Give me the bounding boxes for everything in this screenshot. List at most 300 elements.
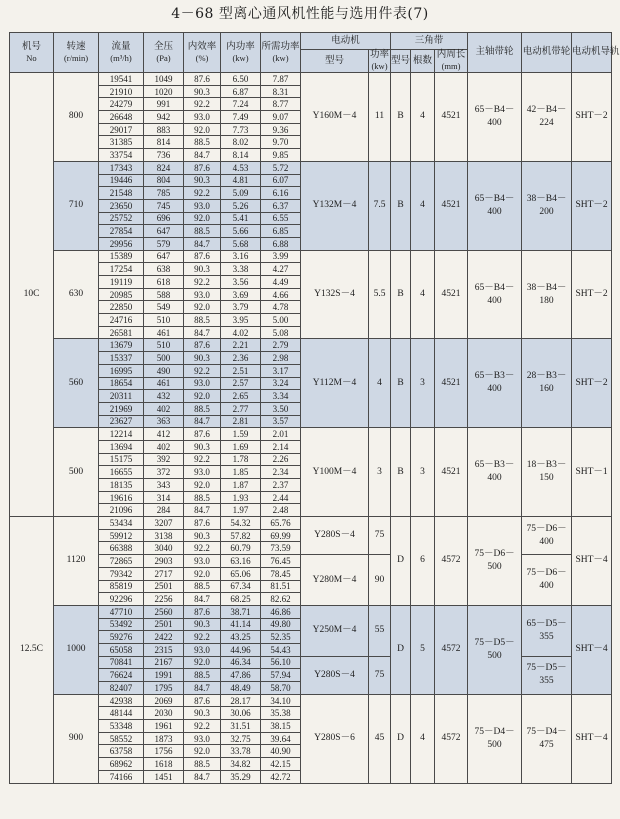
table-row bbox=[10, 555, 612, 568]
pressure-cell: 588 bbox=[144, 288, 184, 301]
efficiency-cell: 92.2 bbox=[184, 631, 221, 644]
flow-cell: 47710 bbox=[99, 605, 144, 618]
machine-no-cell: 10C bbox=[10, 73, 54, 517]
flow-cell: 29017 bbox=[99, 123, 144, 136]
inner-power-cell: 35.29 bbox=[221, 770, 261, 783]
required-power-cell: 6.16 bbox=[261, 187, 301, 200]
pressure-cell: 392 bbox=[144, 453, 184, 466]
header-required-power: 所需功率 (kw) bbox=[261, 33, 301, 73]
flow-cell: 53348 bbox=[99, 720, 144, 733]
pressure-cell: 2903 bbox=[144, 555, 184, 568]
machine-no-cell: 12.5C bbox=[10, 517, 54, 783]
inner-power-cell: 6.50 bbox=[221, 73, 261, 86]
flow-cell: 70841 bbox=[99, 656, 144, 669]
required-power-cell: 2.79 bbox=[261, 339, 301, 352]
pressure-cell: 824 bbox=[144, 161, 184, 174]
efficiency-cell: 92.0 bbox=[184, 479, 221, 492]
required-power-cell: 34.10 bbox=[261, 694, 301, 707]
efficiency-cell: 92.0 bbox=[184, 567, 221, 580]
efficiency-cell: 92.0 bbox=[184, 656, 221, 669]
required-power-cell: 5.08 bbox=[261, 326, 301, 339]
inner-power-cell: 3.95 bbox=[221, 314, 261, 327]
inner-power-cell: 8.14 bbox=[221, 149, 261, 162]
pressure-cell: 883 bbox=[144, 123, 184, 136]
inner-power-cell: 2.57 bbox=[221, 377, 261, 390]
inner-power-cell: 31.51 bbox=[221, 720, 261, 733]
efficiency-cell: 88.5 bbox=[184, 669, 221, 682]
pressure-cell: 3207 bbox=[144, 517, 184, 530]
flow-cell: 19616 bbox=[99, 491, 144, 504]
motor-rail-cell: SHT－2 bbox=[572, 73, 612, 162]
pressure-cell: 363 bbox=[144, 415, 184, 428]
efficiency-cell: 90.3 bbox=[184, 707, 221, 720]
belt-length-cell: 4521 bbox=[435, 161, 468, 250]
flow-cell: 19541 bbox=[99, 73, 144, 86]
pressure-cell: 618 bbox=[144, 276, 184, 289]
motor-pulley-cell: 38－B4－180 bbox=[522, 250, 572, 339]
required-power-cell: 82.62 bbox=[261, 593, 301, 606]
spindle-pulley-cell: 65－B4－400 bbox=[468, 73, 522, 162]
motor-power-cell: 11 bbox=[369, 73, 391, 162]
pressure-cell: 500 bbox=[144, 352, 184, 365]
pressure-cell: 402 bbox=[144, 440, 184, 453]
speed-cell: 500 bbox=[54, 428, 99, 517]
efficiency-cell: 92.2 bbox=[184, 720, 221, 733]
motor-pulley-cell: 65－D5－355 bbox=[522, 605, 572, 656]
belt-count-cell: 6 bbox=[411, 517, 435, 606]
inner-power-cell: 30.06 bbox=[221, 707, 261, 720]
efficiency-cell: 93.0 bbox=[184, 555, 221, 568]
efficiency-cell: 92.2 bbox=[184, 187, 221, 200]
belt-count-cell: 4 bbox=[411, 73, 435, 162]
motor-power-cell: 5.5 bbox=[369, 250, 391, 339]
inner-power-cell: 4.81 bbox=[221, 174, 261, 187]
required-power-cell: 49.80 bbox=[261, 618, 301, 631]
efficiency-cell: 92.2 bbox=[184, 98, 221, 111]
inner-power-cell: 57.82 bbox=[221, 529, 261, 542]
required-power-cell: 76.45 bbox=[261, 555, 301, 568]
flow-cell: 82407 bbox=[99, 682, 144, 695]
flow-cell: 74166 bbox=[99, 770, 144, 783]
pressure-cell: 461 bbox=[144, 377, 184, 390]
belt-model-cell: D bbox=[391, 694, 411, 783]
belt-count-cell: 4 bbox=[411, 694, 435, 783]
flow-cell: 68962 bbox=[99, 758, 144, 771]
inner-power-cell: 7.73 bbox=[221, 123, 261, 136]
motor-power-cell: 75 bbox=[369, 656, 391, 694]
belt-count-cell: 3 bbox=[411, 339, 435, 428]
flow-cell: 17254 bbox=[99, 263, 144, 276]
efficiency-cell: 92.2 bbox=[184, 453, 221, 466]
flow-cell: 42938 bbox=[99, 694, 144, 707]
flow-cell: 16995 bbox=[99, 364, 144, 377]
efficiency-cell: 84.7 bbox=[184, 237, 221, 250]
inner-power-cell: 1.97 bbox=[221, 504, 261, 517]
required-power-cell: 6.88 bbox=[261, 237, 301, 250]
efficiency-cell: 87.6 bbox=[184, 428, 221, 441]
efficiency-cell: 90.3 bbox=[184, 618, 221, 631]
efficiency-cell: 92.0 bbox=[184, 390, 221, 403]
flow-cell: 59276 bbox=[99, 631, 144, 644]
inner-power-cell: 60.79 bbox=[221, 542, 261, 555]
inner-power-cell: 8.02 bbox=[221, 136, 261, 149]
pressure-cell: 2501 bbox=[144, 618, 184, 631]
flow-cell: 31385 bbox=[99, 136, 144, 149]
speed-cell: 1000 bbox=[54, 605, 99, 694]
table-row bbox=[10, 161, 612, 174]
belt-length-cell: 4521 bbox=[435, 73, 468, 162]
inner-power-cell: 1.93 bbox=[221, 491, 261, 504]
inner-power-cell: 63.16 bbox=[221, 555, 261, 568]
flow-cell: 92296 bbox=[99, 593, 144, 606]
pressure-cell: 1451 bbox=[144, 770, 184, 783]
belt-length-cell: 4521 bbox=[435, 339, 468, 428]
efficiency-cell: 92.2 bbox=[184, 364, 221, 377]
required-power-cell: 4.49 bbox=[261, 276, 301, 289]
required-power-cell: 6.55 bbox=[261, 212, 301, 225]
flow-cell: 20985 bbox=[99, 288, 144, 301]
inner-power-cell: 5.41 bbox=[221, 212, 261, 225]
flow-cell: 85819 bbox=[99, 580, 144, 593]
required-power-cell: 3.99 bbox=[261, 250, 301, 263]
motor-rail-cell: SHT－1 bbox=[572, 428, 612, 517]
inner-power-cell: 3.16 bbox=[221, 250, 261, 263]
required-power-cell: 46.86 bbox=[261, 605, 301, 618]
inner-power-cell: 1.69 bbox=[221, 440, 261, 453]
flow-cell: 19119 bbox=[99, 276, 144, 289]
header-vbelt: 三角带 bbox=[391, 33, 468, 50]
belt-model-cell: B bbox=[391, 161, 411, 250]
efficiency-cell: 90.3 bbox=[184, 440, 221, 453]
flow-cell: 18654 bbox=[99, 377, 144, 390]
required-power-cell: 4.27 bbox=[261, 263, 301, 276]
flow-cell: 21969 bbox=[99, 402, 144, 415]
table-row bbox=[10, 605, 612, 618]
motor-pulley-cell: 75－D4－475 bbox=[522, 694, 572, 783]
required-power-cell: 2.26 bbox=[261, 453, 301, 466]
required-power-cell: 35.38 bbox=[261, 707, 301, 720]
header-spindle-pulley: 主轴带轮 bbox=[468, 33, 522, 73]
header-inner-power: 内功率 (kw) bbox=[221, 33, 261, 73]
inner-power-cell: 4.02 bbox=[221, 326, 261, 339]
efficiency-cell: 92.0 bbox=[184, 301, 221, 314]
efficiency-cell: 88.5 bbox=[184, 758, 221, 771]
pressure-cell: 579 bbox=[144, 237, 184, 250]
required-power-cell: 9.36 bbox=[261, 123, 301, 136]
belt-count-cell: 3 bbox=[411, 428, 435, 517]
pressure-cell: 647 bbox=[144, 250, 184, 263]
flow-cell: 15337 bbox=[99, 352, 144, 365]
required-power-cell: 78.45 bbox=[261, 567, 301, 580]
motor-model-cell: Y132M－4 bbox=[301, 161, 369, 250]
efficiency-cell: 88.5 bbox=[184, 225, 221, 238]
required-power-cell: 54.43 bbox=[261, 643, 301, 656]
inner-power-cell: 3.56 bbox=[221, 276, 261, 289]
efficiency-cell: 93.0 bbox=[184, 288, 221, 301]
pressure-cell: 804 bbox=[144, 174, 184, 187]
pressure-cell: 745 bbox=[144, 199, 184, 212]
speed-cell: 900 bbox=[54, 694, 99, 783]
efficiency-cell: 93.0 bbox=[184, 643, 221, 656]
required-power-cell: 6.37 bbox=[261, 199, 301, 212]
inner-power-cell: 2.51 bbox=[221, 364, 261, 377]
motor-pulley-cell: 75－D5－355 bbox=[522, 656, 572, 694]
table-row bbox=[10, 250, 612, 263]
header-speed: 转速 (r/min) bbox=[54, 33, 99, 73]
belt-length-cell: 4572 bbox=[435, 517, 468, 606]
belt-model-cell: B bbox=[391, 339, 411, 428]
inner-power-cell: 3.38 bbox=[221, 263, 261, 276]
inner-power-cell: 48.49 bbox=[221, 682, 261, 695]
required-power-cell: 39.64 bbox=[261, 732, 301, 745]
efficiency-cell: 90.3 bbox=[184, 263, 221, 276]
flow-cell: 13694 bbox=[99, 440, 144, 453]
motor-model-cell: Y250M－4 bbox=[301, 605, 369, 656]
table-row bbox=[10, 694, 612, 707]
page-title: 4－68 型离心通风机性能与选用件表(7) bbox=[171, 6, 429, 22]
inner-power-cell: 54.32 bbox=[221, 517, 261, 530]
spindle-pulley-cell: 75－D4－500 bbox=[468, 694, 522, 783]
required-power-cell: 57.94 bbox=[261, 669, 301, 682]
flow-cell: 23627 bbox=[99, 415, 144, 428]
pressure-cell: 461 bbox=[144, 326, 184, 339]
header-motor-rail: 电动机导轨 bbox=[572, 33, 612, 73]
required-power-cell: 9.07 bbox=[261, 111, 301, 124]
flow-cell: 65058 bbox=[99, 643, 144, 656]
efficiency-cell: 88.5 bbox=[184, 402, 221, 415]
pressure-cell: 1049 bbox=[144, 73, 184, 86]
belt-length-cell: 4521 bbox=[435, 250, 468, 339]
belt-count-cell: 5 bbox=[411, 605, 435, 694]
required-power-cell: 9.70 bbox=[261, 136, 301, 149]
efficiency-cell: 93.0 bbox=[184, 377, 221, 390]
inner-power-cell: 67.34 bbox=[221, 580, 261, 593]
efficiency-cell: 90.3 bbox=[184, 529, 221, 542]
spindle-pulley-cell: 65－B3－400 bbox=[468, 428, 522, 517]
belt-count-cell: 4 bbox=[411, 250, 435, 339]
required-power-cell: 42.72 bbox=[261, 770, 301, 783]
inner-power-cell: 43.25 bbox=[221, 631, 261, 644]
header-motor: 电动机 bbox=[301, 33, 391, 50]
inner-power-cell: 33.78 bbox=[221, 745, 261, 758]
flow-cell: 24279 bbox=[99, 98, 144, 111]
flow-cell: 18135 bbox=[99, 479, 144, 492]
efficiency-cell: 92.0 bbox=[184, 212, 221, 225]
spindle-pulley-cell: 65－B4－400 bbox=[468, 250, 522, 339]
table-row bbox=[10, 517, 612, 530]
efficiency-cell: 87.6 bbox=[184, 339, 221, 352]
table-row bbox=[10, 428, 612, 441]
inner-power-cell: 1.59 bbox=[221, 428, 261, 441]
pressure-cell: 549 bbox=[144, 301, 184, 314]
belt-model-cell: D bbox=[391, 517, 411, 606]
required-power-cell: 2.44 bbox=[261, 491, 301, 504]
flow-cell: 21096 bbox=[99, 504, 144, 517]
required-power-cell: 5.72 bbox=[261, 161, 301, 174]
inner-power-cell: 5.68 bbox=[221, 237, 261, 250]
flow-cell: 22850 bbox=[99, 301, 144, 314]
required-power-cell: 3.24 bbox=[261, 377, 301, 390]
flow-cell: 27854 bbox=[99, 225, 144, 238]
efficiency-cell: 92.0 bbox=[184, 745, 221, 758]
speed-cell: 710 bbox=[54, 161, 99, 250]
flow-cell: 76624 bbox=[99, 669, 144, 682]
header-pressure: 全压 (Pa) bbox=[144, 33, 184, 73]
motor-power-cell: 4 bbox=[369, 339, 391, 428]
required-power-cell: 2.14 bbox=[261, 440, 301, 453]
efficiency-cell: 90.3 bbox=[184, 352, 221, 365]
required-power-cell: 2.34 bbox=[261, 466, 301, 479]
efficiency-cell: 90.3 bbox=[184, 85, 221, 98]
motor-rail-cell: SHT－2 bbox=[572, 339, 612, 428]
speed-cell: 630 bbox=[54, 250, 99, 339]
flow-cell: 20311 bbox=[99, 390, 144, 403]
inner-power-cell: 41.14 bbox=[221, 618, 261, 631]
inner-power-cell: 1.78 bbox=[221, 453, 261, 466]
motor-model-cell: Y280S－4 bbox=[301, 517, 369, 555]
required-power-cell: 6.07 bbox=[261, 174, 301, 187]
inner-power-cell: 5.26 bbox=[221, 199, 261, 212]
efficiency-cell: 87.6 bbox=[184, 250, 221, 263]
inner-power-cell: 47.86 bbox=[221, 669, 261, 682]
flow-cell: 53492 bbox=[99, 618, 144, 631]
efficiency-cell: 88.5 bbox=[184, 580, 221, 593]
pressure-cell: 3138 bbox=[144, 529, 184, 542]
required-power-cell: 2.01 bbox=[261, 428, 301, 441]
pressure-cell: 696 bbox=[144, 212, 184, 225]
efficiency-cell: 87.6 bbox=[184, 694, 221, 707]
inner-power-cell: 2.36 bbox=[221, 352, 261, 365]
pressure-cell: 1961 bbox=[144, 720, 184, 733]
efficiency-cell: 88.5 bbox=[184, 136, 221, 149]
inner-power-cell: 65.06 bbox=[221, 567, 261, 580]
belt-count-cell: 4 bbox=[411, 161, 435, 250]
efficiency-cell: 84.7 bbox=[184, 326, 221, 339]
required-power-cell: 6.85 bbox=[261, 225, 301, 238]
pressure-cell: 2501 bbox=[144, 580, 184, 593]
inner-power-cell: 2.65 bbox=[221, 390, 261, 403]
flow-cell: 15389 bbox=[99, 250, 144, 263]
table-header bbox=[10, 33, 620, 73]
efficiency-cell: 92.0 bbox=[184, 123, 221, 136]
motor-model-cell: Y100M－4 bbox=[301, 428, 369, 517]
header-efficiency: 内效率 (%) bbox=[184, 33, 221, 73]
efficiency-cell: 84.7 bbox=[184, 593, 221, 606]
flow-cell: 19446 bbox=[99, 174, 144, 187]
efficiency-cell: 90.3 bbox=[184, 174, 221, 187]
efficiency-cell: 87.6 bbox=[184, 517, 221, 530]
efficiency-cell: 84.7 bbox=[184, 682, 221, 695]
pressure-cell: 785 bbox=[144, 187, 184, 200]
motor-power-cell: 90 bbox=[369, 555, 391, 606]
flow-cell: 15175 bbox=[99, 453, 144, 466]
inner-power-cell: 28.17 bbox=[221, 694, 261, 707]
motor-model-cell: Y280S－6 bbox=[301, 694, 369, 783]
belt-model-cell: B bbox=[391, 428, 411, 517]
inner-power-cell: 3.69 bbox=[221, 288, 261, 301]
inner-power-cell: 3.79 bbox=[221, 301, 261, 314]
pressure-cell: 490 bbox=[144, 364, 184, 377]
inner-power-cell: 2.81 bbox=[221, 415, 261, 428]
required-power-cell: 8.31 bbox=[261, 85, 301, 98]
pressure-cell: 432 bbox=[144, 390, 184, 403]
flow-cell: 16655 bbox=[99, 466, 144, 479]
belt-model-cell: B bbox=[391, 250, 411, 339]
inner-power-cell: 5.66 bbox=[221, 225, 261, 238]
flow-cell: 66388 bbox=[99, 542, 144, 555]
required-power-cell: 8.77 bbox=[261, 98, 301, 111]
motor-power-cell: 7.5 bbox=[369, 161, 391, 250]
inner-power-cell: 32.75 bbox=[221, 732, 261, 745]
flow-cell: 12214 bbox=[99, 428, 144, 441]
required-power-cell: 38.15 bbox=[261, 720, 301, 733]
motor-power-cell: 45 bbox=[369, 694, 391, 783]
motor-rail-cell: SHT－2 bbox=[572, 161, 612, 250]
speed-cell: 800 bbox=[54, 73, 99, 162]
pressure-cell: 638 bbox=[144, 263, 184, 276]
spindle-pulley-cell: 65－B4－400 bbox=[468, 161, 522, 250]
efficiency-cell: 84.7 bbox=[184, 415, 221, 428]
pressure-cell: 412 bbox=[144, 428, 184, 441]
required-power-cell: 56.10 bbox=[261, 656, 301, 669]
flow-cell: 58552 bbox=[99, 732, 144, 745]
efficiency-cell: 93.0 bbox=[184, 466, 221, 479]
inner-power-cell: 34.82 bbox=[221, 758, 261, 771]
pressure-cell: 284 bbox=[144, 504, 184, 517]
efficiency-cell: 84.7 bbox=[184, 149, 221, 162]
motor-rail-cell: SHT－4 bbox=[572, 517, 612, 606]
required-power-cell: 81.51 bbox=[261, 580, 301, 593]
belt-model-cell: B bbox=[391, 73, 411, 162]
flow-cell: 26581 bbox=[99, 326, 144, 339]
required-power-cell: 2.37 bbox=[261, 479, 301, 492]
motor-pulley-cell: 75－D6－400 bbox=[522, 517, 572, 555]
efficiency-cell: 93.0 bbox=[184, 732, 221, 745]
header-machine-no: 机号 No bbox=[10, 33, 54, 73]
required-power-cell: 9.85 bbox=[261, 149, 301, 162]
motor-power-cell: 55 bbox=[369, 605, 391, 656]
pressure-cell: 2717 bbox=[144, 567, 184, 580]
inner-power-cell: 44.96 bbox=[221, 643, 261, 656]
pressure-cell: 1618 bbox=[144, 758, 184, 771]
pressure-cell: 2030 bbox=[144, 707, 184, 720]
required-power-cell: 52.35 bbox=[261, 631, 301, 644]
motor-pulley-cell: 28－B3－160 bbox=[522, 339, 572, 428]
pressure-cell: 1991 bbox=[144, 669, 184, 682]
pressure-cell: 814 bbox=[144, 136, 184, 149]
required-power-cell: 3.50 bbox=[261, 402, 301, 415]
inner-power-cell: 2.77 bbox=[221, 402, 261, 415]
pressure-cell: 510 bbox=[144, 339, 184, 352]
required-power-cell: 40.90 bbox=[261, 745, 301, 758]
motor-power-cell: 75 bbox=[369, 517, 391, 555]
required-power-cell: 3.17 bbox=[261, 364, 301, 377]
speed-cell: 1120 bbox=[54, 517, 99, 606]
header-vbelt-model: 型号 bbox=[391, 50, 411, 73]
belt-length-cell: 4572 bbox=[435, 694, 468, 783]
pressure-cell: 314 bbox=[144, 491, 184, 504]
motor-model-cell: Y160M－4 bbox=[301, 73, 369, 162]
header-flow: 流量 (m³/h) bbox=[99, 33, 144, 73]
flow-cell: 53434 bbox=[99, 517, 144, 530]
pressure-cell: 1795 bbox=[144, 682, 184, 695]
motor-model-cell: Y280S－4 bbox=[301, 656, 369, 694]
flow-cell: 24716 bbox=[99, 314, 144, 327]
inner-power-cell: 2.21 bbox=[221, 339, 261, 352]
required-power-cell: 2.48 bbox=[261, 504, 301, 517]
flow-cell: 72865 bbox=[99, 555, 144, 568]
efficiency-cell: 84.7 bbox=[184, 770, 221, 783]
